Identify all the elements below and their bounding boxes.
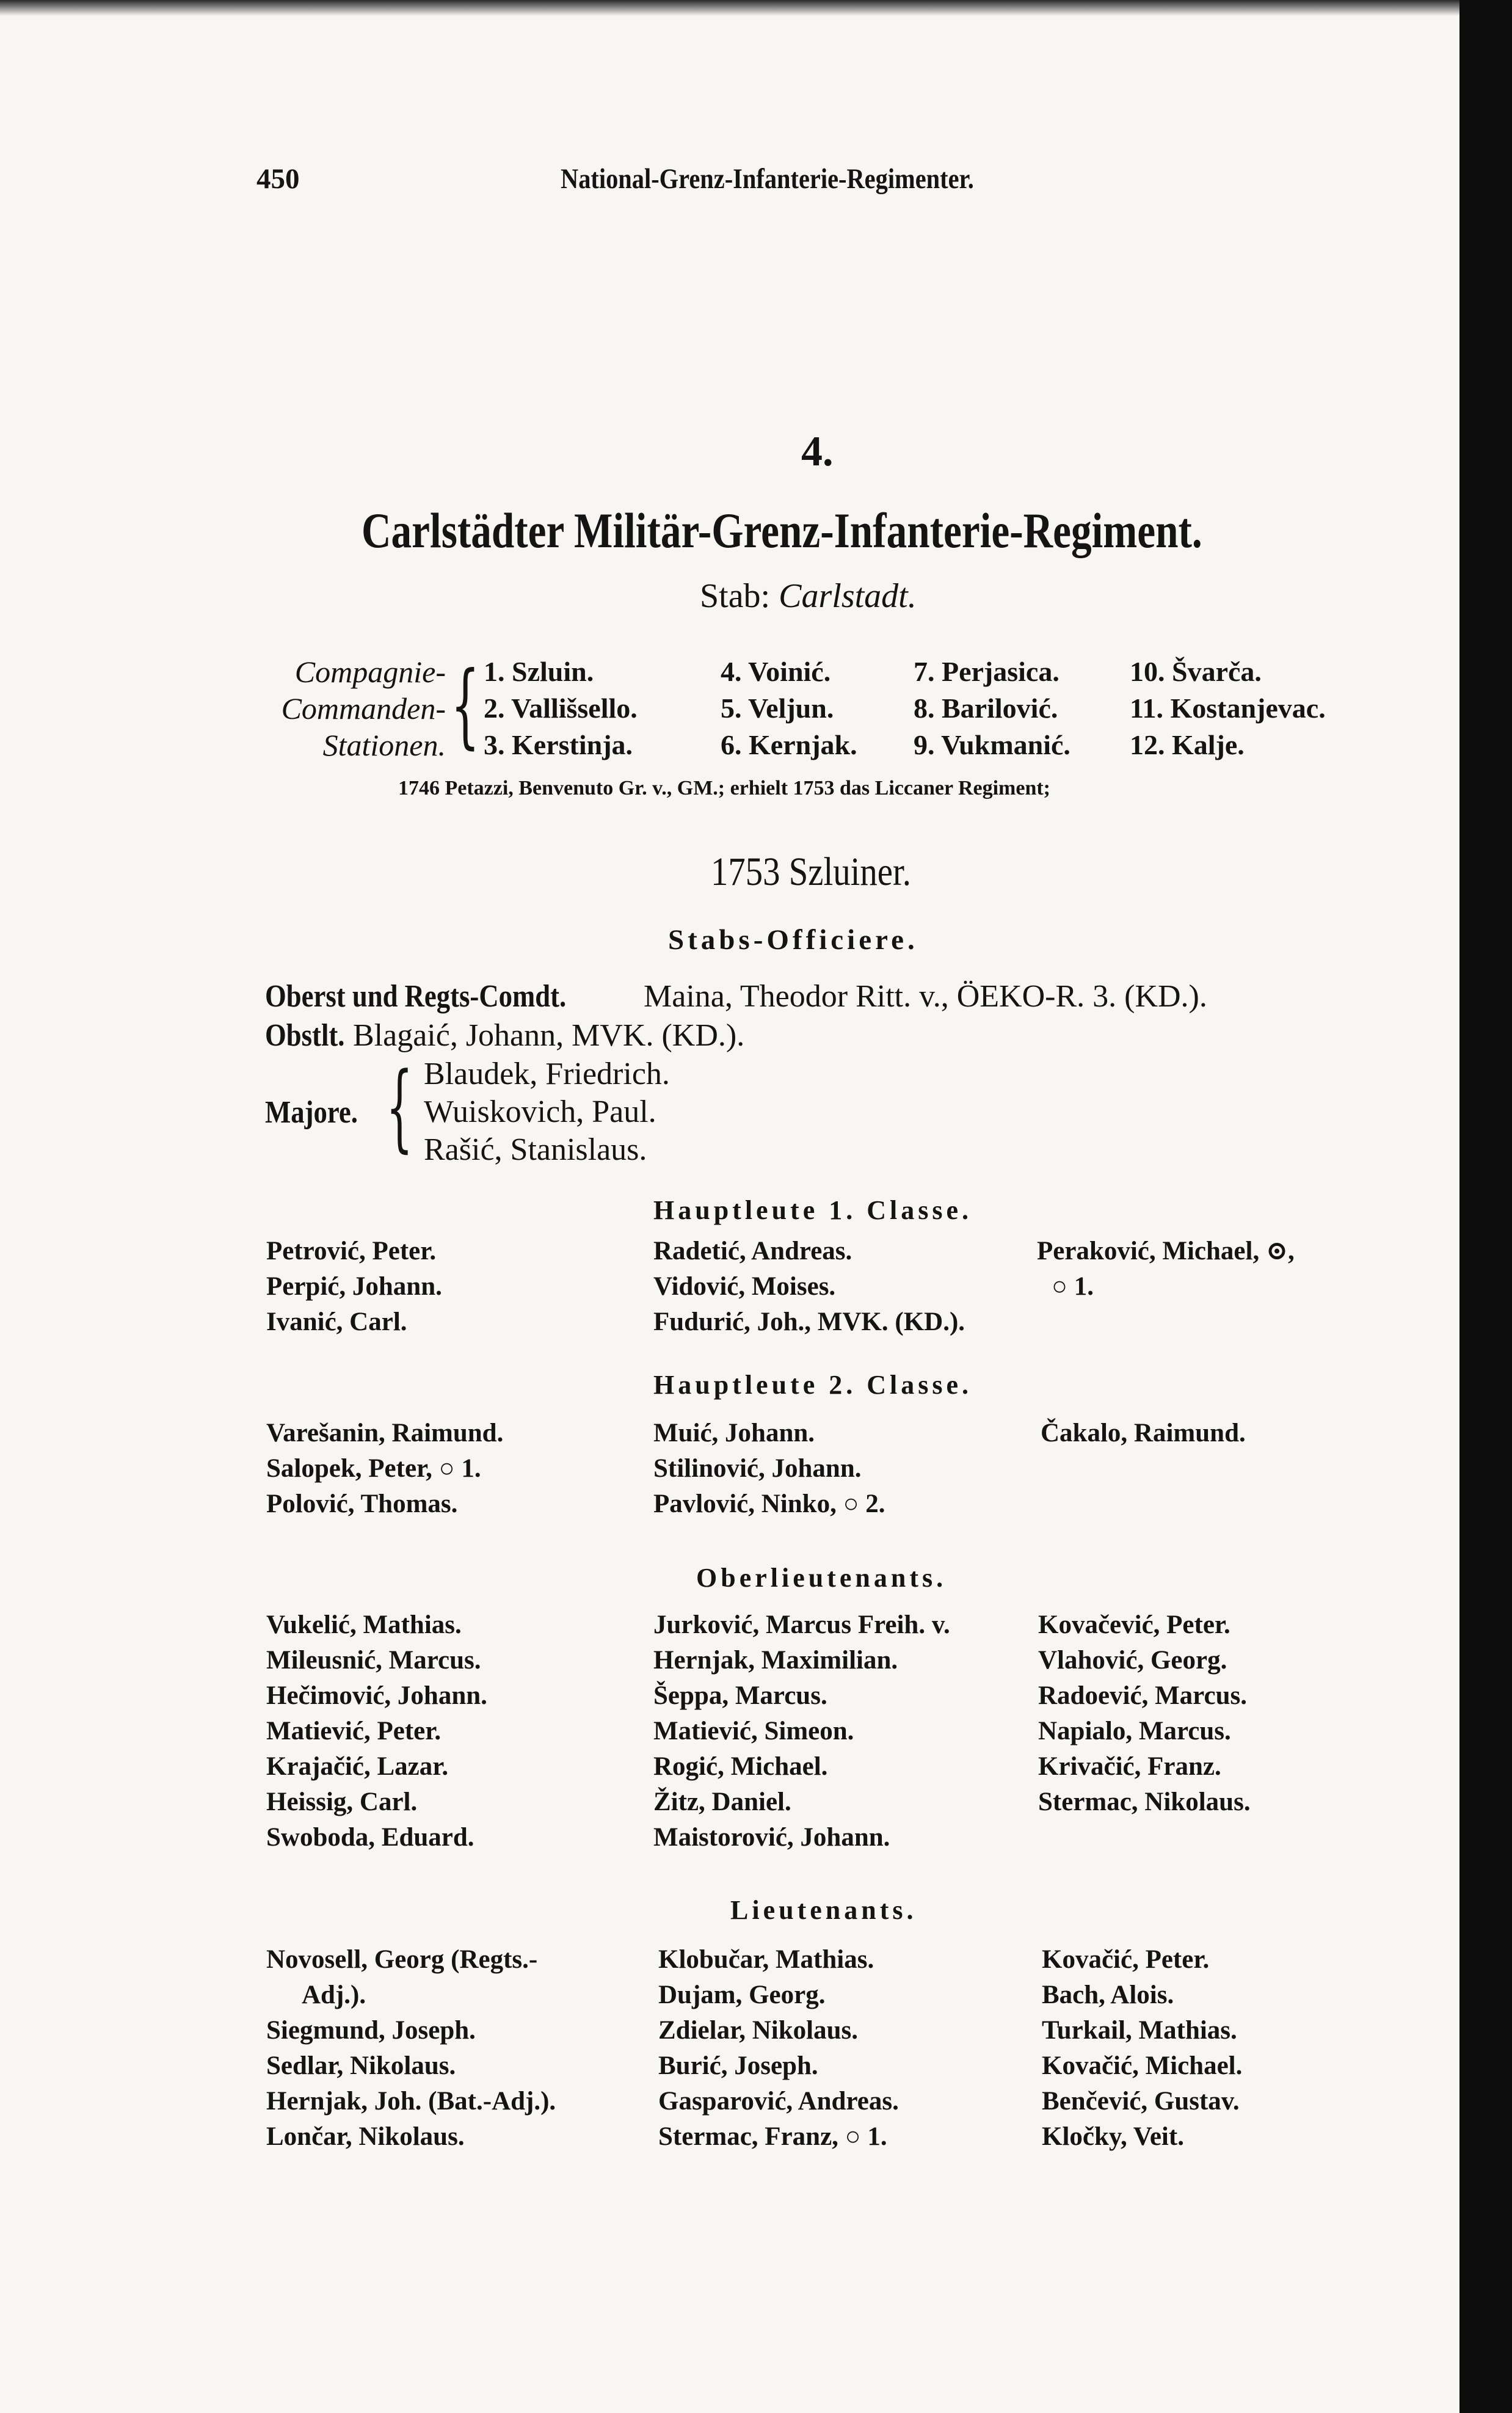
list-item: Napialo, Marcus. [1038, 1717, 1231, 1745]
oberlieutenants-heading: Oberlieutenants. [696, 1563, 947, 1593]
list-item: Lončar, Nikolaus. [266, 2122, 465, 2151]
list-item: Kovačević, Peter. [1038, 1610, 1230, 1639]
list-item: Ivanić, Carl. [266, 1308, 407, 1336]
list-item: Čakalo, Raimund. [1041, 1419, 1246, 1447]
list-item: Matiević, Peter. [266, 1717, 442, 1745]
obstlt-rank [265, 1017, 353, 1054]
list-item: Burić, Joseph. [658, 2051, 818, 2080]
history-note: 1746 Petazzi, Benvenuto Gr. v., GM.; erhielt 1753 das Liccaner Regiment; [398, 777, 1050, 799]
station: 5. Veljun. [721, 693, 834, 724]
oberlieutenants-col-2 [653, 1607, 950, 1855]
stations-label [269, 653, 446, 763]
stations-col-1 [484, 653, 638, 763]
staff-line [700, 577, 917, 616]
list-item: Kovačić, Michael. [1042, 2051, 1243, 2080]
list-item: Heissig, Carl. [266, 1788, 418, 1816]
regiment-title-text: Carlstädter Militär-Grenz-Infanterie-Regiment. [362, 503, 1202, 558]
hauptleute-2-heading: Hauptleute 2. Classe. [653, 1370, 972, 1400]
obstlt-line [265, 1017, 744, 1054]
station: 10. Švarča. [1130, 656, 1262, 687]
station: 8. Barilović. [914, 693, 1058, 724]
list-item: Radoević, Marcus. [1038, 1681, 1247, 1710]
list-item: Hernjak, Maximilian. [653, 1646, 898, 1675]
list-item: Muić, Johann. [653, 1419, 815, 1447]
list-item: Kločky, Veit. [1042, 2122, 1184, 2151]
stations-col-4 [1130, 653, 1326, 763]
list-item: Hernjak, Joh. (Bat.-Adj.). [266, 2087, 556, 2116]
staff-label: Stab: [700, 577, 771, 615]
list-item: Novosell, Georg (Regts.- [266, 1945, 538, 1974]
list-item: Zdielar, Nikolaus. [658, 2016, 858, 2045]
list-item: Polović, Thomas. [266, 1490, 458, 1518]
list-item: Krajačić, Lazar. [266, 1752, 449, 1781]
oberst-rank [265, 978, 644, 1014]
list-item: Dujam, Georg. [658, 1981, 826, 2009]
list-item: Stermac, Nikolaus. [1038, 1788, 1251, 1816]
stabs-heading: Stabs-Officiere. [668, 924, 918, 956]
oberst-line [265, 978, 1207, 1014]
page-number: 450 [256, 163, 300, 195]
station: 4. Voinić. [721, 656, 831, 687]
station: 6. Kernjak. [721, 729, 857, 760]
stations-label-line: Stationen. [322, 728, 446, 762]
list-item: Swoboda, Eduard. [266, 1823, 474, 1852]
regiment-number: 4. [801, 428, 834, 475]
stations-col-3 [914, 653, 1070, 763]
station: 2. Vallišsello. [484, 693, 638, 724]
list-item: Maistorović, Johann. [653, 1823, 890, 1852]
list-item: Benčević, Gustav. [1042, 2087, 1240, 2116]
station: 7. Perjasica. [914, 656, 1059, 687]
oberst-rank-text: Oberst und Regts-Comdt. [265, 979, 567, 1014]
major-name: Blaudek, Friedrich. [424, 1057, 670, 1091]
list-item: Klobučar, Mathias. [658, 1945, 874, 1974]
oberlieutenants-col-3 [1038, 1607, 1251, 1820]
hauptleute-1-col-2 [653, 1234, 965, 1340]
stations-label-line: Commanden- [281, 691, 446, 726]
lieutenants-col-2 [658, 1942, 899, 2155]
list-item: Rogić, Michael. [653, 1752, 828, 1781]
list-item: Krivačić, Franz. [1038, 1752, 1221, 1781]
name-year-text: 1753 Szluiner. [711, 850, 911, 894]
hauptleute-1-col-1 [266, 1234, 442, 1340]
list-item: Vlahović, Georg. [1038, 1646, 1227, 1675]
list-item: Jurković, Marcus Freih. v. [653, 1610, 950, 1639]
list-item: Matiević, Simeon. [653, 1717, 854, 1745]
list-item: Petrović, Peter. [266, 1237, 437, 1265]
list-item: Pavlović, Ninko, ○ 2. [653, 1490, 885, 1518]
list-item: Žitz, Daniel. [653, 1788, 791, 1816]
list-item: Vukelić, Mathias. [266, 1610, 462, 1639]
list-item: Radetić, Andreas. [653, 1237, 852, 1265]
list-item: Siegmund, Joseph. [266, 2016, 476, 2045]
list-item: Kovačić, Peter. [1042, 1945, 1210, 1974]
lieutenants-col-1 [266, 1942, 556, 2155]
station: 9. Vukmanić. [914, 729, 1070, 760]
list-item: Turkail, Mathias. [1042, 2016, 1237, 2045]
station: 11. Kostanjevac. [1130, 693, 1326, 724]
station: 3. Kerstinja. [484, 729, 633, 760]
stations-col-2 [721, 653, 857, 763]
list-item: Sedlar, Nikolaus. [266, 2051, 456, 2080]
station: 12. Kalje. [1130, 729, 1245, 760]
list-item: Adj.). [302, 1981, 366, 2009]
majore-rank [265, 1094, 373, 1130]
hauptleute-2-col-1 [266, 1416, 503, 1522]
staff-place: Carlstadt. [779, 577, 917, 615]
hauptleute-1-heading: Hauptleute 1. Classe. [653, 1195, 972, 1225]
list-item: Stilinović, Johann. [653, 1454, 862, 1483]
majore-list [424, 1055, 670, 1169]
hauptleute-1-col-3 [1037, 1234, 1295, 1305]
stations-brace: { [451, 652, 480, 759]
lieutenants-heading: Lieutenants. [730, 1895, 917, 1925]
list-item: Vidović, Moises. [653, 1272, 836, 1301]
major-name: Rašić, Stanislaus. [424, 1132, 647, 1167]
list-item: Hečimović, Johann. [266, 1681, 487, 1710]
oberst-name: Maina, Theodor Ritt. v., ÖEKO-R. 3. (KD.). [644, 979, 1207, 1014]
major-name: Wuiskovich, Paul. [424, 1094, 656, 1129]
list-item: Gasparović, Andreas. [658, 2087, 899, 2116]
stations-label-line: Compagnie- [294, 655, 446, 689]
list-item: Bach, Alois. [1042, 1981, 1174, 2009]
list-item: Salopek, Peter, ○ 1. [266, 1454, 481, 1483]
majore-rank-text: Majore. [265, 1095, 358, 1130]
list-item: Fudurić, Joh., MVK. (KD.). [653, 1308, 965, 1336]
hauptleute-2-col-2 [653, 1416, 885, 1522]
list-item: Mileusnić, Marcus. [266, 1646, 481, 1675]
oberlieutenants-col-1 [266, 1607, 487, 1855]
obstlt-rank-text: Obstlt. [265, 1018, 345, 1053]
scan-edge-right [1459, 0, 1512, 2413]
lieutenants-col-3 [1042, 1942, 1242, 2155]
list-item: Stermac, Franz, ○ 1. [658, 2122, 887, 2151]
hauptleute-2-col-3 [1041, 1416, 1246, 1451]
name-year [711, 849, 943, 895]
running-title-text: National-Grenz-Infanterie-Regimenter. [561, 163, 974, 195]
list-item: Peraković, Michael, ⊙, [1037, 1237, 1295, 1265]
obstlt-name: Blagaić, Johann, MVK. (KD.). [353, 1018, 745, 1053]
list-item: Varešanin, Raimund. [266, 1419, 504, 1447]
list-item: Šeppa, Marcus. [653, 1681, 827, 1710]
list-item: ○ 1. [1052, 1272, 1094, 1301]
scan-edge-top [0, 0, 1459, 16]
station: 1. Szluin. [484, 656, 594, 687]
regiment-title [362, 502, 1290, 559]
list-item: Perpić, Johann. [266, 1272, 442, 1301]
majore-brace: { [386, 1052, 413, 1162]
running-title [561, 162, 1041, 195]
